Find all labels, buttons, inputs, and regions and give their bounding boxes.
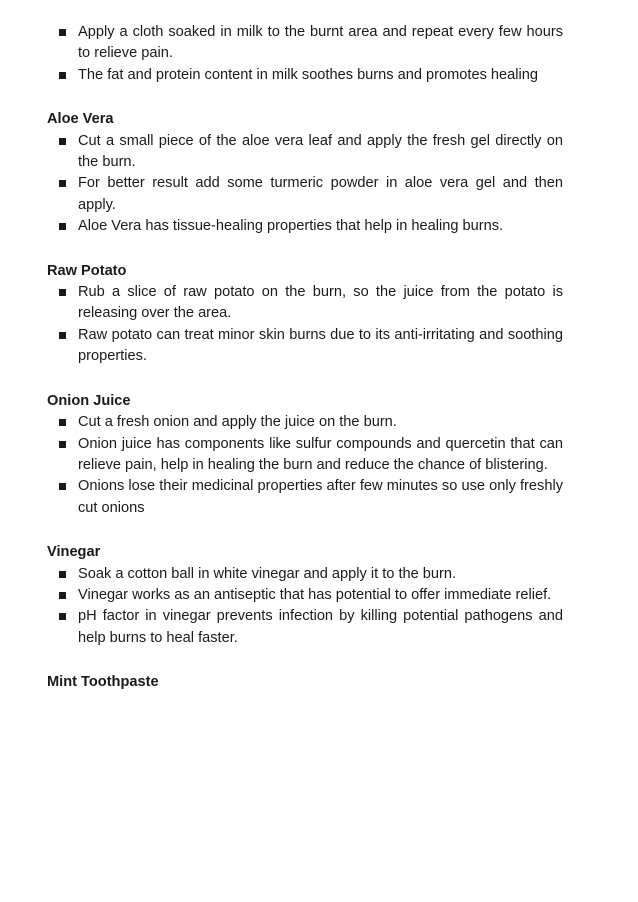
section-mint-toothpaste [47,672,563,693]
section-heading: Vinegar [47,544,101,561]
section-heading: Mint Toothpaste [47,674,159,691]
bullet-text: Raw potato can treat minor skin burns due to its anti-irritating and soothing properties. [78,326,563,365]
bullet-text: For better result add some turmeric powder in aloe vera gel and then apply. [78,175,563,213]
square-bullet-icon [59,332,66,339]
bullet-text: pH factor in vinegar prevents infection by killing potential pathogens and help burns to heal faster. [78,608,563,646]
section-bullet-list [47,564,563,650]
bullet-item [47,131,563,174]
square-bullet-icon [59,592,66,599]
section-vinegar [47,542,563,649]
square-bullet-icon [59,29,66,36]
section-onion-juice [47,391,563,519]
bullet-item [47,434,563,477]
bullet-text: Apply a cloth soaked in milk to the burnt area and repeat every few hours to relieve pain. [78,24,563,62]
bullet-text: Onions lose their medicinal properties after few minutes so use only freshly cut onions [78,478,563,516]
square-bullet-icon [59,441,66,448]
section-raw-potato [47,261,563,368]
bullet-text: The fat and protein content in milk soothes burns and promotes healing [78,66,538,83]
bullet-item [47,216,563,237]
section-aloe-vera [47,109,563,237]
square-bullet-icon [59,483,66,490]
bullet-item [47,173,563,216]
bullet-item [47,22,563,65]
section-bullet-list [47,412,563,519]
section-heading: Onion Juice [47,392,131,409]
bullet-text: Soak a cotton ball in white vinegar and apply it to the burn. [78,565,457,582]
bullet-item [47,325,563,368]
bullet-text: Cut a fresh onion and apply the juice on the burn. [78,414,397,431]
document-content [47,22,563,694]
square-bullet-icon [59,72,66,79]
bullet-item [47,282,563,325]
bullet-text: Rub a slice of raw potato on the burn, so the juice from the potato is releasing over the area. [78,284,563,322]
bullet-item [47,606,563,649]
bullet-item [47,412,563,433]
bullet-text: Cut a small piece of the aloe vera leaf and apply the fresh gel directly on the burn. [78,132,563,171]
square-bullet-icon [59,571,66,578]
square-bullet-icon [59,613,66,620]
section-heading: Raw Potato [47,262,127,279]
section-bullet-list [47,131,563,238]
bullet-item [47,65,563,86]
bullet-item [47,476,563,519]
square-bullet-icon [59,138,66,145]
square-bullet-icon [59,180,66,187]
bullet-text: Aloe Vera has tissue-healing properties that help in healing burns. [78,218,504,235]
square-bullet-icon [59,289,66,296]
section-heading: Aloe Vera [47,111,114,128]
bullet-text: Onion juice has components like sulfur compounds and quercetin that can relieve pain, help in healing the burn and reduce the chance of blistering. [78,435,563,473]
bullet-text: Vinegar works as an antiseptic that has potential to offer immediate relief. [78,586,552,603]
square-bullet-icon [59,223,66,230]
section-bullet-list [47,282,563,368]
intro-bullet-list [47,22,563,86]
bullet-item [47,585,563,606]
bullet-item [47,564,563,585]
square-bullet-icon [59,419,66,426]
intro-section [47,22,563,86]
